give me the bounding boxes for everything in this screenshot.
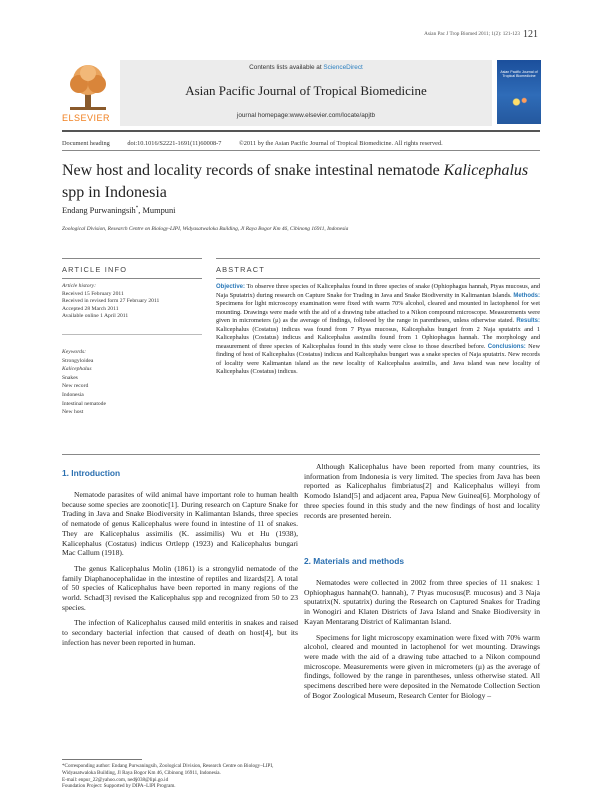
keyword: New host: [62, 409, 84, 416]
right-column-intro: [304, 462, 540, 526]
history-label: Article history:: [62, 283, 97, 289]
abstract-conclusions-label: Conclusions:: [487, 343, 526, 350]
document-heading: Document heading: [62, 140, 110, 147]
abstract-results-label: Results:: [516, 318, 540, 324]
paragraph: Specimens for light microscopy examination were fixed with 70% warm alcohol, cleared and mounted in lactophenol for wet mounting. Drawings were made with the aid of a drawing tube attached to a Nikon compound microscope. Measurements were given in micrometers (μ) as the average of findings, followed by the range in parentheses, unless otherwise stated. All specimens described here were deposited in the Nematode Collection Section of Bogor Zoological Museum, Research Center for Biology –: [304, 632, 540, 700]
journal-cover-title: Asian Pacific Journal of Tropical Biomedicine: [500, 70, 538, 79]
document-heading-line: [62, 140, 540, 147]
abstract-body: [216, 283, 540, 377]
paragraph: The genus Kalicephalus Molin (1861) is a strongylid nematode of the family Diaphanocephalidae in the intestine of reptiles and lizards[2]. A total of 50 species of Kalicephalus have been reported in many regions of the world. Schad[3] revised the Kalicephalus spp and recognized from 50 to 23 species.: [62, 563, 298, 612]
footnote: E-mail: enpur_22@yahoo.com, ned§038@lipi.go.id: [62, 776, 169, 783]
article-title: [62, 160, 540, 204]
keyword: Strongyloidea: [62, 357, 94, 364]
abstract-mid-rule: [216, 278, 540, 279]
header-rule: [62, 130, 540, 132]
abstract-top-rule: [216, 258, 540, 259]
abstract-methods: Specimens for light microscopy examination were fixed with warm 70% alcohol, cleared and mounted in lactophenol for wet mounting. Drawings were made with the aid of a drawing tube attached to a Nikon compound microscope. Measurements were given in micrometers (μ) as the average of findings, followed by the range in parentheses, unless otherwise stated.: [216, 300, 540, 324]
abstract-objective-label: Objective:: [216, 284, 246, 290]
abstract-methods-label: Methods:: [513, 292, 540, 299]
keywords-label: Keywords:: [62, 349, 87, 355]
footnote: *Corresponding author: Endang Purwaningsih, Zoological Division, Research Centre on Biology–LIPI, Widyasatwaloka Building, Jl Raya Bogor Km 46, Cibinong 16911, Indonesia.: [62, 763, 274, 776]
paragraph: Although Kalicephalus have been reported from many countries, its information from Indonesia is very limited. The species from Java has been reported as Kalicephalus fimbriatus[2] and Kalicephalus willeyi from Komodo Island[5] and adjacent area, Papua New Guinea[6]. Morphology of three species found in this study and the new findings of host and locality records are presented herein.: [304, 462, 540, 520]
contents-line: [120, 64, 492, 71]
contents-prefix: Contents lists available at: [249, 64, 322, 71]
article-info-heading: ARTICLE INFO: [62, 265, 128, 274]
article-title-part: spp in Indonesia: [62, 184, 167, 201]
methods-heading: 2. Materials and methods: [304, 556, 405, 566]
authors: [62, 206, 175, 215]
abstract-heading: ABSTRACT: [216, 265, 266, 274]
journal-title: Asian Pacific Journal of Tropical Biomedicine: [185, 83, 427, 98]
keyword: New record: [62, 383, 89, 390]
doc-rule: [62, 150, 540, 151]
copyright: ©2011 by the Asian Pacific Journal of Tropical Biomedicine. All rights reserved.: [238, 140, 443, 147]
article-title-genus: Kalicephalus: [443, 162, 529, 179]
journal-homepage[interactable]: journal homepage:www.elsevier.com/locate/apjtb: [236, 112, 376, 119]
article-title-part: New host and locality records of snake intestinal nematode: [62, 162, 444, 179]
footnote-rule: [62, 759, 142, 760]
sciencedirect-link[interactable]: ScienceDirect: [323, 64, 363, 71]
introduction-body: [62, 490, 298, 654]
publisher-name: ELSEVIER: [62, 113, 111, 123]
info-sep-rule: [62, 334, 202, 335]
history-item: Available online 1 April 2011: [62, 313, 129, 320]
paragraph: The infection of Kalicephalus caused mild enteritis in snakes and raised to secondary bacterial infection that caused of death on host[4], but its infection has never been reported in human.: [62, 618, 298, 647]
journal-cover-art: [506, 94, 532, 110]
history-item: Accepted 28 March 2011: [62, 305, 119, 312]
running-head: Asian Pac J Trop Biomed 2011; 1(2): 121-123: [424, 31, 520, 37]
abstract-results: Kalicephalus (Costatus) indicus was found from 7 Ptyas mucosus, Kalicephalus bungari from 2 Naja sputatrix and 1 Kalicephalus (Costatus) indicus and Kalicephalus assimilis found from 1 Ophiophagus hannah. The morphology and measurement of three species of Kalicephalus found in this study were close to those described before.: [216, 325, 540, 350]
history-item: Received 15 February 2011: [62, 290, 124, 297]
corresponding-mark: *: [135, 206, 139, 212]
methods-body: [304, 578, 540, 706]
author-2: , Mumpuni: [138, 206, 176, 215]
introduction-heading: 1. Introduction: [62, 468, 121, 478]
affiliation: Zoological Division, Research Centre on Biology-LIPI, Widyasatwaloka Building, Jl Raya Bogor Km 46, Cibinong 16911, Indonesia: [62, 226, 349, 232]
info-mid-rule: [62, 278, 202, 279]
page-number: 121: [523, 29, 538, 40]
paragraph: Nematodes were collected in 2002 from three species of 11 snakes: 1 Ophiophagus hannah(O. hannah), 7 Ptyas mucosus(P. mucosus) and 3 Naja sputatrix(N. sputatrix) during the Research on Captured Snakes for Trading in Wonogiri and Klaten Districts of Java Island and Snake Biodiversity in Kayan Mentarang District of Kalimantan Island.: [304, 578, 540, 626]
article-history: [62, 283, 202, 321]
footnote: Foundation Project: Supported by DIPA–LIPI Program.: [62, 783, 176, 790]
footnotes: [62, 763, 298, 790]
keyword: Kalicephalus: [62, 366, 92, 373]
doi[interactable]: doi:10.1016/S2221-1691(11)60008-7: [127, 140, 222, 147]
author-1: Endang Purwaningsih: [62, 206, 136, 215]
paragraph: Nematode parasites of wild animal have important role to human health because some species are zoonotic[1]. During research on Capture Snake for Trading in Java and Snake Biodiversity in Kalimantan Islands, three species of nematode of genus Kalicephalus were found in intestine of 11 of snakes. They are Kalicephalus assimilis (K. assimilis) Wu et Hu (1938), Kalicephalus (Costatus) indicus Ortlepp (1923) and Kalicephalus bungari Mac Callum (1918).: [62, 490, 298, 558]
keyword: Indonesia: [62, 391, 84, 398]
history-item: Received in revised form 27 February 2011: [62, 298, 160, 305]
abstract-conclusions: New finding of host of Kalicephalus (Costatus) indicus and Kalicephalus bungari was a snake species of Naja sputatrix. New records of locality were Kalimantan island as the new locality of Kalicephalus assimilis, and Java island was new locality of Kalicephalus (Costatus) indicus.: [216, 342, 540, 375]
abstract-objective: To observe three species of Kalicephalus found in three species of snake (Ophiophagus hannah, Ptyas mucosus, and Naja Sputatrix) during research on Capture Snake for Trading in Java and Snake Biodiversity in Kalimantan Islands.: [216, 283, 540, 299]
keyword: Snakes: [62, 374, 78, 381]
keyword: Intestinal nematode: [62, 400, 106, 407]
keywords: [62, 348, 202, 417]
abstract-bottom-rule: [62, 454, 540, 455]
info-top-rule: [62, 258, 202, 259]
